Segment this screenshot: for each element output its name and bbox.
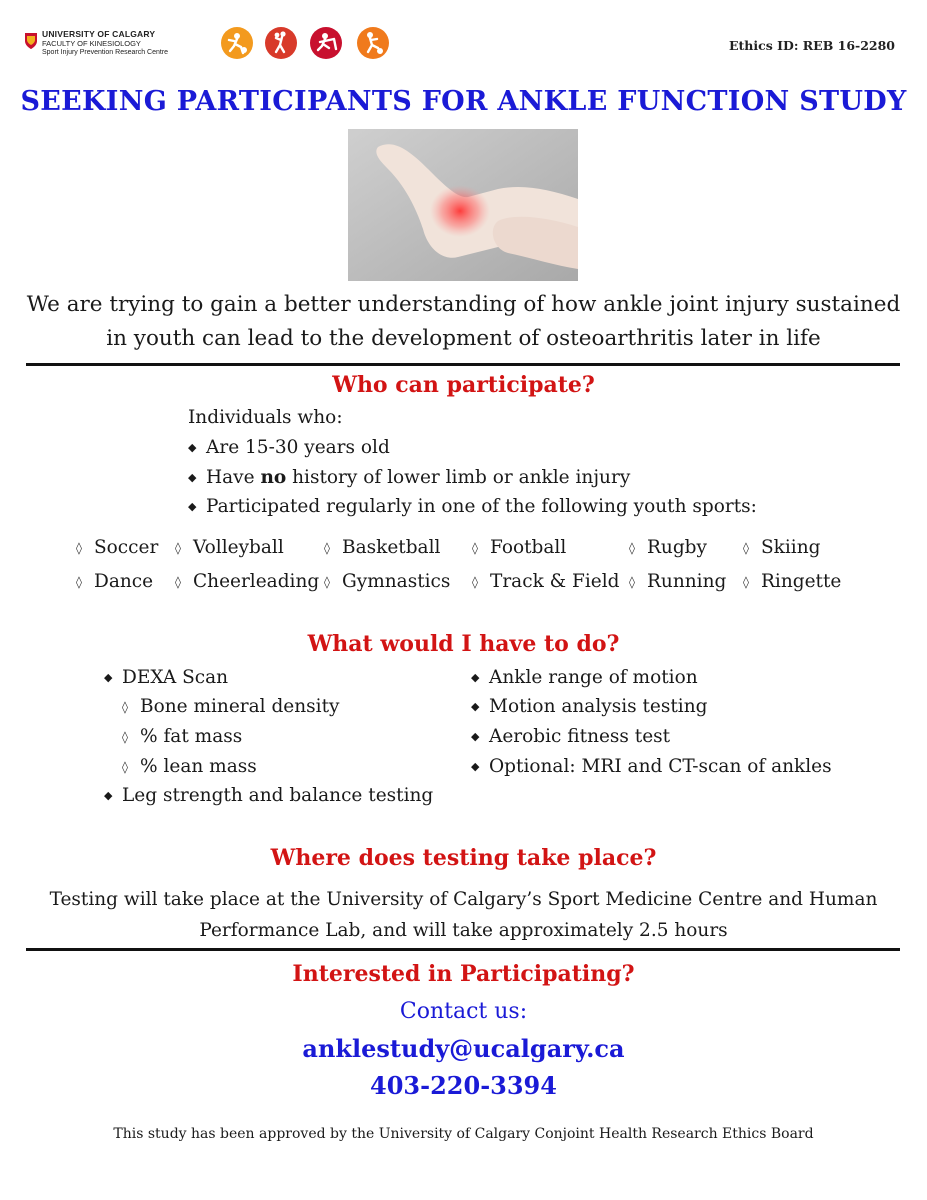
task-label: Ankle range of motion: [489, 667, 698, 688]
task-item: ◆ Ankle range of motion: [471, 667, 698, 688]
contact-us: Contact us:: [399, 999, 528, 1024]
task-dexa: ◆ DEXA Scan: [104, 667, 229, 688]
task-sub-label: % lean mass: [140, 756, 257, 777]
crest-icon: [24, 32, 38, 50]
contact-heading: Interested in Participating?: [292, 961, 635, 987]
criterion-sports: ◆ Participated regularly in one of the following youth sports:: [188, 496, 757, 517]
contact-phone[interactable]: 403-220-3394: [370, 1071, 557, 1100]
task-sub-label: % fat mass: [140, 726, 243, 747]
sport-item: ◊ Soccer: [76, 537, 159, 558]
intro-line-1: We are trying to gain a better understanding of how ankle joint injury sustained: [26, 292, 901, 317]
soccer-icon: [221, 27, 253, 59]
sport-label: Running: [647, 571, 727, 592]
sport-item: ◊ Dance: [76, 571, 154, 592]
intro-text: [0, 288, 927, 356]
criterion-injury: ◆ Have no history of lower limb or ankle injury: [188, 467, 631, 488]
what-heading: What would I have to do?: [307, 631, 620, 657]
sport-label: Basketball: [342, 537, 441, 558]
sport-label: Cheerleading: [193, 571, 320, 592]
criterion-age-text: Are 15-30 years old: [206, 437, 390, 458]
university-logo: [24, 30, 224, 60]
ankle-photo: [348, 129, 578, 281]
task-sub-item: ◊ % fat mass: [122, 726, 243, 747]
logo-line-university: UNIVERSITY OF CALGARY: [42, 29, 156, 39]
basketball-icon: [265, 27, 297, 59]
where-line-1: Testing will take place at the University of Calgary’s Sport Medicine Centre and Human: [49, 889, 878, 910]
sport-item: ◊ Football: [472, 537, 567, 558]
sport-item: ◊ Rugby: [629, 537, 707, 558]
sport-label: Football: [490, 537, 567, 558]
sport-item: ◊ Gymnastics: [324, 571, 451, 592]
sport-label: Ringette: [761, 571, 842, 592]
task-label: Motion analysis testing: [489, 696, 708, 717]
sport-label: Volleyball: [193, 537, 284, 558]
task-item: ◆ Motion analysis testing: [471, 696, 708, 717]
sport-item: ◊ Track & Field: [472, 571, 620, 592]
logo-line-faculty: FACULTY OF KINESIOLOGY: [42, 39, 141, 48]
task-sub-item: ◊ % lean mass: [122, 756, 257, 777]
page-title: SEEKING PARTICIPANTS FOR ANKLE FUNCTION STUDY: [20, 86, 907, 117]
sport-item: ◊ Volleyball: [175, 537, 284, 558]
ethics-id: Ethics ID: REB 16-2280: [729, 38, 895, 53]
hockey-icon: [310, 27, 342, 59]
sport-item: ◊ Running: [629, 571, 727, 592]
task-item: ◆ Optional: MRI and CT-scan of ankles: [471, 756, 832, 777]
sport-label: Gymnastics: [342, 571, 451, 592]
criterion-sports-text: Participated regularly in one of the following youth sports:: [206, 496, 757, 517]
task-sub-label: Bone mineral density: [140, 696, 340, 717]
sport-item: ◊ Cheerleading: [175, 571, 320, 592]
task-label: Aerobic fitness test: [489, 726, 671, 747]
approval-footer: This study has been approved by the University of Calgary Conjoint Health Research Ethics Board: [113, 1126, 814, 1142]
divider: [26, 948, 900, 951]
sport-label: Skiing: [761, 537, 821, 558]
task-dexa-label: DEXA Scan: [122, 667, 229, 688]
where-heading: Where does testing take place?: [270, 845, 657, 871]
sport-item: ◊ Basketball: [324, 537, 441, 558]
criterion-injury-bold: no: [260, 467, 287, 488]
sport-label: Soccer: [94, 537, 159, 558]
intro-line-2: in youth can lead to the development of osteoarthritis later in life: [106, 326, 821, 351]
sport-label: Track & Field: [490, 571, 620, 592]
task-item: ◆ Aerobic fitness test: [471, 726, 671, 747]
where-text: [0, 884, 927, 946]
who-lead: Individuals who:: [188, 407, 343, 428]
criterion-injury-pre: Have: [206, 467, 261, 488]
task-sub-item: ◊ Bone mineral density: [122, 696, 340, 717]
sport-item: ◊ Ringette: [743, 571, 842, 592]
task-leg-label: Leg strength and balance testing: [122, 785, 434, 806]
sport-label: Dance: [94, 571, 154, 592]
criterion-injury-post: history of lower limb or ankle injury: [286, 467, 631, 488]
task-leg: ◆ Leg strength and balance testing: [104, 785, 434, 806]
soccer-kick-icon: [357, 27, 389, 59]
sport-item: ◊ Skiing: [743, 537, 821, 558]
who-heading: Who can participate?: [332, 372, 595, 398]
logo-line-centre: Sport Injury Prevention Research Centre: [42, 49, 169, 56]
where-line-2: Performance Lab, and will take approximately 2.5 hours: [199, 920, 728, 941]
sport-label: Rugby: [647, 537, 707, 558]
contact-email[interactable]: anklestudy@ucalgary.ca: [302, 1034, 625, 1063]
criterion-age: ◆ Are 15-30 years old: [188, 437, 390, 458]
task-label: Optional: MRI and CT-scan of ankles: [489, 756, 832, 777]
divider: [26, 363, 900, 366]
